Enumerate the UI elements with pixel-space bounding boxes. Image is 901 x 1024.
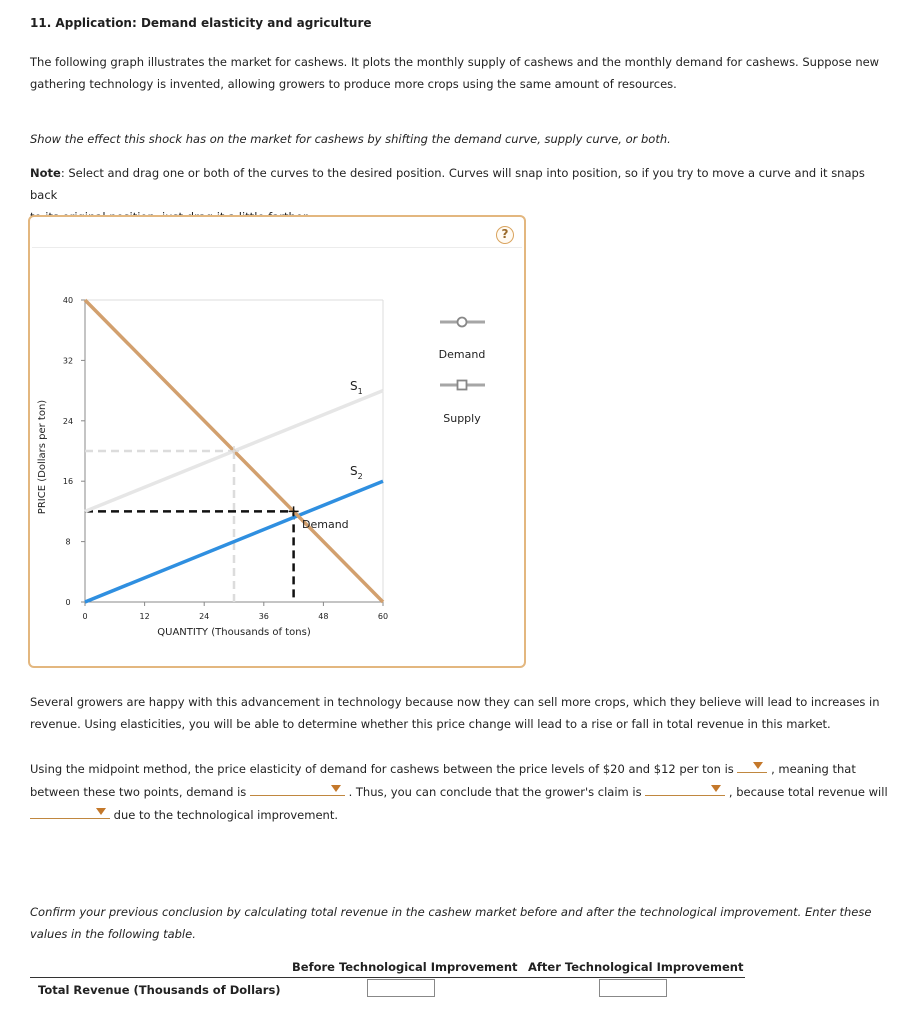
elasticity-line-2: revenue. Using elasticities, you will be able to determine whether this price change will lead to a rise or fall in total revenue in this market. xyxy=(30,717,831,731)
legend-supply-tool[interactable] xyxy=(440,381,485,390)
x-tick-label: 60 xyxy=(377,612,389,621)
y-tick-label: 40 xyxy=(62,296,74,305)
confirm-paragraph xyxy=(30,901,880,945)
elasticity-line-1: Several growers are happy with this advancement in technology because now they can sell more crops, which they believe will lead to increases in xyxy=(30,695,880,709)
table-row-label: Total Revenue (Thousands of Dollars) xyxy=(38,983,281,997)
y-axis-label: PRICE (Dollars per ton) xyxy=(37,399,48,515)
y-tick-label: 32 xyxy=(62,356,74,366)
demand-handle-circle-icon xyxy=(458,318,467,327)
intro-line-1: The following graph illustrates the market for cashews. It plots the monthly supply of cashews and the monthly demand for cashews. Suppose new xyxy=(30,55,880,69)
s2-curve-label: $S_2$ xyxy=(350,464,363,481)
question-part-3: between these two points, demand is xyxy=(30,785,247,799)
legend-supply-label: Supply xyxy=(443,412,481,425)
question-part-5: , because total revenue will xyxy=(728,785,888,799)
x-tick-label: 36 xyxy=(258,612,269,621)
graph-panel xyxy=(28,215,526,668)
revenue-after-input[interactable] xyxy=(599,979,667,997)
s1-curve-label: $S_1$ xyxy=(350,379,363,396)
table-divider xyxy=(30,977,745,978)
x-tick-label: 0 xyxy=(82,612,88,621)
intro-line-2: gathering technology is invented, allowing growers to produce more crops using the same amount of resources. xyxy=(30,77,677,91)
plot-area xyxy=(63,296,388,621)
confirm-line-2: values in the following table. xyxy=(30,927,196,941)
revenue-change-dropdown[interactable] xyxy=(30,803,110,819)
legend-demand-tool[interactable] xyxy=(440,318,485,327)
x-axis-label: QUANTITY (Thousands of tons) xyxy=(157,627,311,638)
y-tick-label: 16 xyxy=(62,477,74,487)
supply-handle-square-icon xyxy=(458,381,467,390)
y-tick-label: 24 xyxy=(62,416,74,426)
demand-type-dropdown[interactable] xyxy=(250,780,345,796)
instruction-text: Show the effect this shock has on the market for cashews by shifting the demand curve, supply curve, or both. xyxy=(30,132,671,146)
question-paragraph xyxy=(30,757,890,826)
elasticity-intro xyxy=(30,691,880,735)
chevron-down-icon xyxy=(711,785,721,792)
claim-validity-dropdown[interactable] xyxy=(645,780,725,796)
market-graph xyxy=(30,217,524,666)
demand-curve-label: Demand xyxy=(302,518,349,531)
chevron-down-icon xyxy=(753,762,763,769)
elasticity-value-dropdown[interactable] xyxy=(737,757,767,773)
note-label: Note xyxy=(30,166,61,180)
page-title: 11. Application: Demand elasticity and agriculture xyxy=(30,16,372,30)
chevron-down-icon xyxy=(331,785,341,792)
help-button[interactable]: ? xyxy=(496,226,514,244)
confirm-line-1: Confirm your previous conclusion by calculating total revenue in the cashew market before and after the technological improvement. Enter these xyxy=(30,905,872,919)
axis-ticks xyxy=(63,296,388,621)
question-part-2: , meaning that xyxy=(771,762,856,776)
y-tick-label: 8 xyxy=(65,537,71,547)
x-tick-label: 24 xyxy=(199,612,210,621)
legend-demand-label: Demand xyxy=(438,348,486,361)
question-part-6: due to the technological improvement. xyxy=(113,808,338,822)
chevron-down-icon xyxy=(96,808,106,815)
note-line-1: : Select and drag one or both of the curves to the desired position. Curves will snap into position, so if you try to move a curve and it snaps back xyxy=(30,166,865,202)
revenue-before-input[interactable] xyxy=(367,979,435,997)
x-tick-label: 12 xyxy=(139,612,150,621)
table-header-before: Before Technological Improvement xyxy=(292,960,518,974)
table-header-after: After Technological Improvement xyxy=(528,960,744,974)
equilibrium-guides xyxy=(85,451,294,602)
intro-paragraph xyxy=(30,51,880,95)
y-tick-label: 0 xyxy=(65,598,71,607)
question-part-1: Using the midpoint method, the price elasticity of demand for cashews between the price levels of $20 and $12 per ton is xyxy=(30,762,734,776)
question-part-4: . Thus, you can conclude that the grower's claim is xyxy=(348,785,642,799)
x-tick-label: 48 xyxy=(318,612,329,621)
